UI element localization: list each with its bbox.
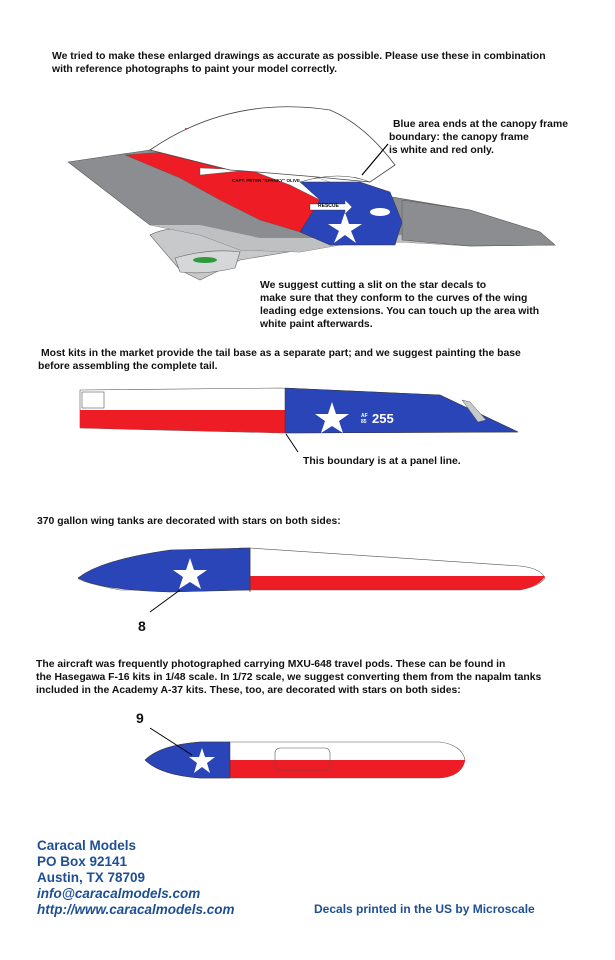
tail-note-line-2: before assembling the complete tail. xyxy=(38,361,218,372)
tail-serial-label: 255 xyxy=(372,411,394,426)
fuselage-drawing xyxy=(68,107,555,280)
pod-number: 9 xyxy=(136,710,144,726)
po-box: PO Box 92141 xyxy=(37,854,128,869)
wing-tank-note: 370 gallon wing tanks are decorated with stars on both sides: xyxy=(37,516,341,527)
pod-note-line-2: the Hasegawa F-16 kits in 1/48 scale. In 1/72 scale, we suggest converting them from the napalm tanks xyxy=(36,672,542,683)
canopy-note-line-2: boundary: the canopy frame xyxy=(389,132,529,143)
website-link[interactable]: http://www.caracalmodels.com xyxy=(37,902,235,917)
star-note-line-4: white paint afterwards. xyxy=(260,319,373,330)
pod-note-line-3: included in the Academy A-37 kits. These, too, are decorated with stars on both sides: xyxy=(36,685,461,696)
intro-line-2: with reference photographs to paint your model correctly. xyxy=(52,64,338,75)
printer-note: Decals printed in the US by Microscale xyxy=(314,902,535,916)
company-name: Caracal Models xyxy=(37,838,137,853)
city-line: Austin, TX 78709 xyxy=(37,870,146,885)
tank-number: 8 xyxy=(138,618,146,634)
pod-note-line-1: The aircraft was frequently photographed carrying MXU-648 travel pods. These can be found in xyxy=(36,659,506,670)
intro-line-1: We tried to make these enlarged drawings as accurate as possible. Please use these in combination xyxy=(52,51,546,62)
star-note-line-2: make sure that they conform to the curves of the wing xyxy=(260,293,528,304)
wing-tank-drawing xyxy=(78,548,545,612)
star-note-line-1: We suggest cutting a slit on the star decals to xyxy=(260,280,487,291)
tail-year-label: 85 xyxy=(361,419,367,425)
tail-drawing xyxy=(80,388,518,452)
star-note-line-3: leading edge extensions. You can touch up the area with xyxy=(260,306,540,317)
canopy-note-line-3: is white and red only. xyxy=(389,145,494,156)
email-link[interactable]: info@caracalmodels.com xyxy=(37,886,201,901)
boundary-note: This boundary is at a panel line. xyxy=(303,456,461,467)
travel-pod-drawing xyxy=(145,728,465,778)
tail-note-line-1: Most kits in the market provide the tail base as a separate part; and we suggest painting the base xyxy=(41,348,521,359)
canopy-note-line-1: Blue area ends at the canopy frame xyxy=(393,119,568,130)
pilot-name-label: CAPT. PETER "SPANKY" OLIVE xyxy=(232,178,300,183)
tail-af-label: AF xyxy=(361,413,368,419)
rescue-label: RESCUE xyxy=(318,203,339,209)
